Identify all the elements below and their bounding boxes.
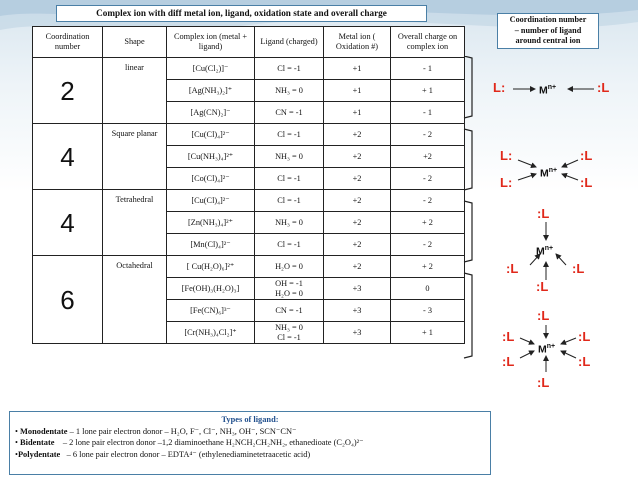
metal-center: $M^{n+}$ [539,84,557,97]
overall-cell: 0 [391,278,465,300]
ligand-label: :L [537,375,550,390]
ligand-right-label: :L [597,80,610,95]
overall-cell: + 2 [391,212,465,234]
complex-cell: [Cr(NH₃)₄Cl₂]⁺ [167,322,255,344]
shape-cell: Tetrahedral [103,190,167,256]
complex-cell: [Co(Cl)₄]²⁻ [167,168,255,190]
complex-cell: [Mn(Cl)₄]²⁻ [167,234,255,256]
metal-cell: +3 [324,278,391,300]
header-ligand: Ligand (charged) [255,27,324,58]
note-line-3: around central ion [515,36,581,45]
ligand-label: L: [500,148,513,163]
header-overall: Overall charge on complex ion [391,27,465,58]
metal-cell: +2 [324,124,391,146]
metal-cell: +2 [324,168,391,190]
ligand-cell: Cl = -1 [255,190,324,212]
ligand-cell: NH₃ = 0 Cl = -1 [255,322,324,344]
coordination-number-cell: 4 [33,190,103,256]
ligand-cell: NH₃ = 0 [255,212,324,234]
ligand-label: :L [506,261,519,276]
ligand-label: :L [502,354,515,369]
bidentate-line: • Bidentate – 2 lone pair electron donor –1,2 diaminoethane H₂NCH₂CH₂NH₂, ethanedioate (C₂O₄)²⁻ [15,438,364,447]
ligand-label: :L [580,148,593,163]
metal-cell: +2 [324,146,391,168]
ligand-label: :L [536,279,549,294]
complex-cell: [Zn(NH₃)₄]²⁺ [167,212,255,234]
bidentate-text: – 2 lone pair electron donor –1,2 diaminoethane H₂NCH₂CH₂NH₂, ethanedioate (C₂O₄)²⁻ [62,438,364,447]
shape-cell: linear [103,58,167,124]
ligand-cell: Cl = -1 [255,234,324,256]
coordination-number-cell: 6 [33,256,103,344]
metal-cell: +2 [324,256,391,278]
metal-cell: +3 [324,300,391,322]
overall-cell: - 2 [391,124,465,146]
note-line-2: – number of ligand [514,25,582,35]
metal-cell: +1 [324,80,391,102]
ligand-cell: NH₃ = 0 [255,146,324,168]
header-shape: Shape [103,27,167,58]
ligand-cell: CN = -1 [255,102,324,124]
ligand-label: :L [572,261,585,276]
complex-cell: [Cu(Cl)₄]²⁻ [167,190,255,212]
metal-center: $M^{n+}$ [536,245,554,258]
header-metal: Metal ion ( Oxidation #) [324,27,391,58]
note-line-1: Coordination number [509,15,587,24]
ligand-types-box [9,411,491,475]
ligand-label: :L [502,329,515,344]
ligand-cell: Cl = -1 [255,124,324,146]
header-coordination: Coordination number [33,27,103,58]
overall-cell: - 2 [391,234,465,256]
shape-cell: Octahedral [103,256,167,344]
complex-cell: [Cu(NH₃)₄]²⁺ [167,146,255,168]
metal-cell: +3 [324,322,391,344]
overall-cell: + 2 [391,256,465,278]
metal-cell: +2 [324,190,391,212]
overall-cell: - 1 [391,102,465,124]
ligand-cell: H₂O = 0 [255,256,324,278]
metal-cell: +1 [324,102,391,124]
metal-center: $M^{n+}$ [540,167,558,180]
metal-cell: +1 [324,58,391,80]
ligand-label: :L [537,206,550,221]
ligand-label: L: [500,175,513,190]
polydentate-term: Polydentate [17,449,61,459]
monodentate-term: Monodentate [20,426,68,436]
ligand-cell: OH = -1 H₂O = 0 [255,278,324,300]
ligand-label: :L [578,354,591,369]
ligand-label: :L [537,308,550,323]
ligand-label: :L [578,329,591,344]
ligand-left-label: L: [493,80,506,95]
complex-cell: [Ag(NH₃)₂]⁺ [167,80,255,102]
header-complex: Complex ion (metal + ligand) [167,27,255,58]
shape-cell: Square planar [103,124,167,190]
overall-cell: + 1 [391,80,465,102]
ligand-cell: CN = -1 [255,300,324,322]
overall-cell: +2 [391,146,465,168]
polydentate-text: – 6 lone pair electron donor – EDTA⁴⁻ (ethylenediaminetetraacetic acid) [66,449,311,459]
complex-cell: [Fe(OH)₃(H₂O)₃] [167,278,255,300]
complex-cell: [Ag(CN)₂]⁻ [167,102,255,124]
metal-cell: +2 [324,212,391,234]
metal-center: $M^{n+}$ [538,343,556,356]
bidentate-term: Bidentate [20,438,55,447]
coordination-number-cell: 2 [33,58,103,124]
overall-cell: - 2 [391,190,465,212]
ligand-types-heading: Types of ligand: [221,415,279,424]
page-title: Complex ion with diff metal ion, ligand, oxidation state and overall charge [56,5,427,22]
complex-cell: [Fe(CN)₆]³⁻ [167,300,255,322]
polydentate-line: •Polydentate – 6 lone pair electron donor – EDTA⁴⁻ (ethylenediaminetetraacetic acid) [15,449,311,459]
ligand-cell: Cl = -1 [255,168,324,190]
overall-cell: + 1 [391,322,465,344]
overall-cell: - 3 [391,300,465,322]
metal-cell: +2 [324,234,391,256]
ligand-cell: NH₃ = 0 [255,80,324,102]
coordination-number-cell: 4 [33,124,103,190]
complex-cell: [ Cu(H₂O)₆]²⁺ [167,256,255,278]
monodentate-text: – 1 lone pair electron donor – H₂O, F⁻, Cl⁻, NH₃, OH⁻, SCN⁻CN⁻ [69,426,297,436]
complex-cell: [Cu(Cl)₄]²⁻ [167,124,255,146]
overall-cell: - 1 [391,58,465,80]
ligand-cell: Cl = -1 [255,58,324,80]
ligand-label: :L [580,175,593,190]
monodentate-line: • Monodentate – 1 lone pair electron donor – H₂O, F⁻, Cl⁻, NH₃, OH⁻, SCN⁻CN⁻ [15,426,297,436]
complex-cell: [Cu(Cl₂)]⁻ [167,58,255,80]
overall-cell: - 2 [391,168,465,190]
